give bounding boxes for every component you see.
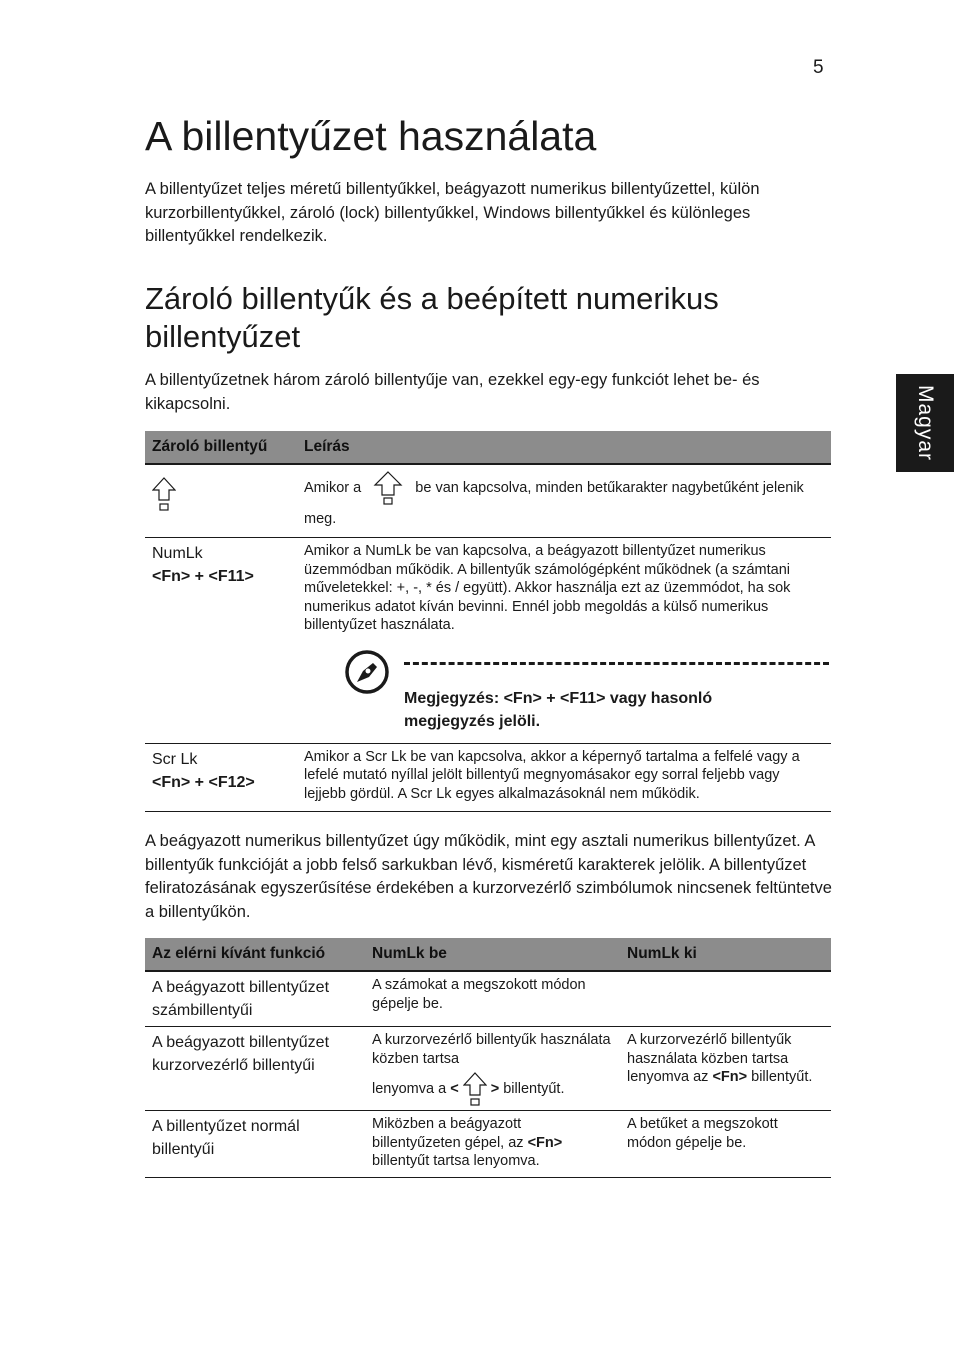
- page-number: 5: [813, 57, 824, 78]
- cursor-off-text: A kurzorvezérlő billentyűk használata közben tartsa lenyomva az: [627, 1032, 792, 1085]
- function-cell: A billentyűzet normál billentyűi: [145, 1111, 365, 1178]
- note-box: [304, 647, 824, 739]
- column-header: NumLk ki: [620, 938, 831, 971]
- scrlk-description: Amikor a Scr Lk be van kapcsolva, akkor a képernyő tartalma a felfelé vagy a lefelé mutató nyíllal jelölt billentyű megnyomásakor egy sorral feljebb vagy lejjebb gördül. A Scr Lk egyes alkalmazásoknál nem működik.: [297, 743, 831, 812]
- table-row: [145, 538, 831, 744]
- key-suffix: billentyűt.: [503, 1080, 565, 1097]
- hold-label: lenyomva a: [372, 1080, 447, 1097]
- typing-text: Miközben a beágyazott billentyűzeten gépel, az: [372, 1116, 524, 1151]
- scrlk-key-combo: <Fn> + <F12>: [152, 773, 255, 791]
- caps-lock-arrow-icon: [373, 471, 403, 505]
- language-tab-label: Magyar: [914, 384, 937, 462]
- numlk-key-name: NumLk: [152, 545, 203, 562]
- table-row: [145, 1027, 831, 1111]
- shift-arrow-icon: [463, 1072, 487, 1106]
- numlk-on-cell: [365, 1111, 620, 1178]
- table-header-row: [145, 431, 831, 464]
- scrlk-key-name: Scr Lk: [152, 750, 198, 768]
- numlk-off-cell: [620, 971, 831, 1027]
- function-cell: A beágyazott billentyűzet kurzorvezérlő billentyűi: [145, 1027, 365, 1111]
- language-tab: [896, 374, 954, 472]
- caps-lock-arrow-icon: [152, 477, 176, 511]
- table-row: [145, 1111, 831, 1178]
- column-header: Leírás: [297, 431, 831, 464]
- function-cell: A beágyazott billentyűzet számbillentyűi: [145, 971, 365, 1027]
- note-text: Megjegyzés: <Fn> + <F11> vagy hasonló megjegyzés jelöli.: [404, 689, 713, 730]
- note-divider: [404, 662, 829, 665]
- gt-symbol: >: [490, 1080, 500, 1097]
- scrlk-key-cell: [145, 743, 297, 812]
- cursor-hold-text: A kurzorvezérlő billentyűk használata közben tartsa: [372, 1032, 611, 1067]
- hold-text: billentyűt tartsa lenyomva.: [372, 1153, 540, 1169]
- caps-desc-before: Amikor a: [304, 479, 362, 496]
- caps-lock-key-cell: [145, 464, 297, 538]
- lt-symbol: <: [450, 1080, 459, 1097]
- column-header: Az elérni kívánt funkció: [145, 938, 365, 971]
- table-row: [145, 464, 831, 538]
- table-header-row: [145, 938, 831, 971]
- key-suffix: billentyűt.: [751, 1069, 813, 1085]
- caps-desc-after: be van kapcsolva, minden betűkarakter nagybetűként jelenik meg.: [304, 479, 804, 527]
- embedded-keypad-paragraph: A beágyazott numerikus billentyűzet úgy működik, mint egy asztali numerikus billentyűzet. A billentyűk funkcióját a jobb felső sarkukban lévő, kisméretű karakterek jelölik. A billentyűzet feliratozásának egyszerűsítése érdekében a kurzorvezérlő szimbólumok nincsenek feltüntetve a billentyűkön.: [145, 832, 832, 921]
- numlk-description-cell: [297, 538, 831, 744]
- column-header: Zároló billentyű: [145, 431, 297, 464]
- intro-paragraph: A billentyűzet teljes méretű billentyűkkel, beágyazott numerikus billentyűzettel, külön kurzorbillentyűkkel, zároló (lock) billentyűkkel, Windows billentyűkkel és különleges billentyűkkel rendelkezik.: [145, 180, 760, 245]
- column-header: NumLk be: [365, 938, 620, 971]
- note-pen-icon: [344, 649, 390, 695]
- fn-key: <Fn>: [712, 1069, 748, 1085]
- numlk-on-cell: [365, 1027, 620, 1111]
- table-row: [145, 971, 831, 1027]
- numlk-on-cell: A számokat a megszokott módon gépelje be.: [365, 971, 620, 1027]
- numlk-off-cell: A betűket a megszokott módon gépelje be.: [620, 1111, 831, 1178]
- numlk-description: Amikor a NumLk be van kapcsolva, a beágyazott billentyűzet numerikus üzemmódban működik. A billentyűk számológépként működnek (a számtani műveletekkel: +, -, * és / együtt). Akkor használja ezt az üzemmódot, ha sok numerikus adatot kíván bevinni. Ennél jobb megoldás a külső numerikus billentyűzet használata.: [304, 543, 791, 633]
- lock-keys-table: [145, 431, 831, 812]
- table-row: [145, 743, 831, 812]
- numlk-off-cell: [620, 1027, 831, 1111]
- fn-key: <Fn>: [527, 1134, 563, 1151]
- numlk-key-cell: [145, 538, 297, 744]
- section-intro-paragraph: A billentyűzetnek három zároló billentyűje van, ezekkel egy-egy funkciót lehet be- és kikapcsolni.: [145, 371, 760, 413]
- section-title: Zároló billentyűk és a beépített numerikus billentyűzet: [145, 281, 719, 354]
- caps-lock-description: [297, 464, 831, 538]
- cursor-hold-line: [372, 1072, 613, 1106]
- keypad-functions-table: [145, 938, 831, 1178]
- numlk-key-combo: <Fn> + <F11>: [152, 568, 254, 585]
- page-title: A billentyűzet használata: [145, 113, 597, 159]
